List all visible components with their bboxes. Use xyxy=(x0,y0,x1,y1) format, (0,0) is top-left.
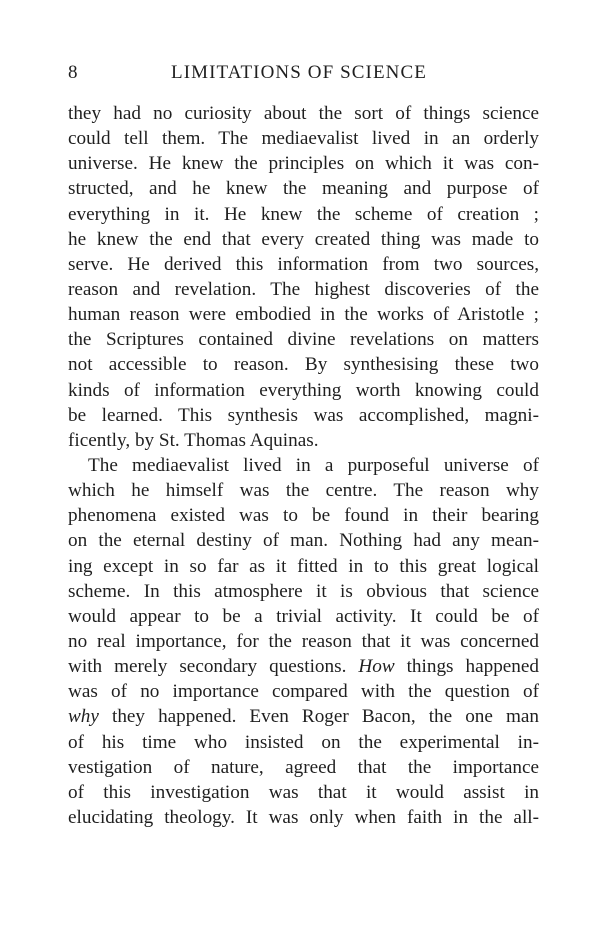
text-line: of this investigation was that it would assist in xyxy=(68,781,539,803)
text-line: human reason were embodied in the works of Aristotle ; xyxy=(68,304,539,326)
text-line: he knew the end that every created thing was made to xyxy=(68,228,539,250)
text-line: would appear to be a trivial activity. It could be of xyxy=(68,605,539,627)
text-line: scheme. In this atmosphere it is obvious that science xyxy=(68,580,539,602)
paragraph-2 xyxy=(68,453,539,830)
paragraph-1 xyxy=(68,101,539,453)
text-line: The mediaevalist lived in a purposeful universe of xyxy=(88,454,539,476)
text-line: they had no curiosity about the sort of things science xyxy=(68,103,539,124)
line-text: things happened xyxy=(394,656,540,678)
running-head xyxy=(68,62,539,92)
text-line: vestigation of nature, agreed that the importance xyxy=(68,756,539,778)
text-line: ficently, by St. Thomas Aquinas. xyxy=(68,429,319,451)
page-number: 8 xyxy=(68,62,79,83)
text-line: universe. He knew the principles on which it was con- xyxy=(68,153,539,175)
text-line: of his time who insisted on the experimental in- xyxy=(68,731,539,753)
text-line: ing except in so far as it fitted in to this great logical xyxy=(68,555,539,577)
line-text: with merely secondary questions. xyxy=(68,656,347,678)
text-line: on the eternal destiny of man. Nothing had any mean- xyxy=(68,530,539,552)
text-line: phenomena existed was to be found in their bearing xyxy=(68,505,539,527)
text-line: was of no importance compared with the question of xyxy=(68,681,539,703)
italic-word-why: why xyxy=(68,706,99,728)
text-line: everything in it. He knew the scheme of creation ; xyxy=(68,203,539,225)
text-line: kinds of information everything worth knowing could xyxy=(68,379,539,401)
body-text xyxy=(68,101,539,830)
line-text: they happened. Even Roger Bacon, the one man xyxy=(111,706,539,728)
text-line: reason and revelation. The highest discoveries of the xyxy=(68,278,539,300)
text-line: be learned. This synthesis was accomplished, magni- xyxy=(68,404,539,426)
text-line: elucidating theology. It was only when faith in the all- xyxy=(68,806,539,828)
text-line: serve. He derived this information from two sources, xyxy=(68,253,539,275)
running-title: LIMITATIONS OF SCIENCE xyxy=(171,62,427,83)
text-line xyxy=(68,654,539,679)
text-line: which he himself was the centre. The reason why xyxy=(68,480,539,502)
text-line: no real importance, for the reason that it was concerned xyxy=(68,630,539,652)
text-line: could tell them. The mediaevalist lived in an orderly xyxy=(68,128,539,150)
italic-word-how: How xyxy=(358,656,395,678)
text-line xyxy=(68,704,539,729)
text-line: the Scriptures contained divine revelations on matters xyxy=(68,329,539,351)
text-line: structed, and he knew the meaning and purpose of xyxy=(68,178,539,200)
text-line: not accessible to reason. By synthesising these two xyxy=(68,354,539,376)
